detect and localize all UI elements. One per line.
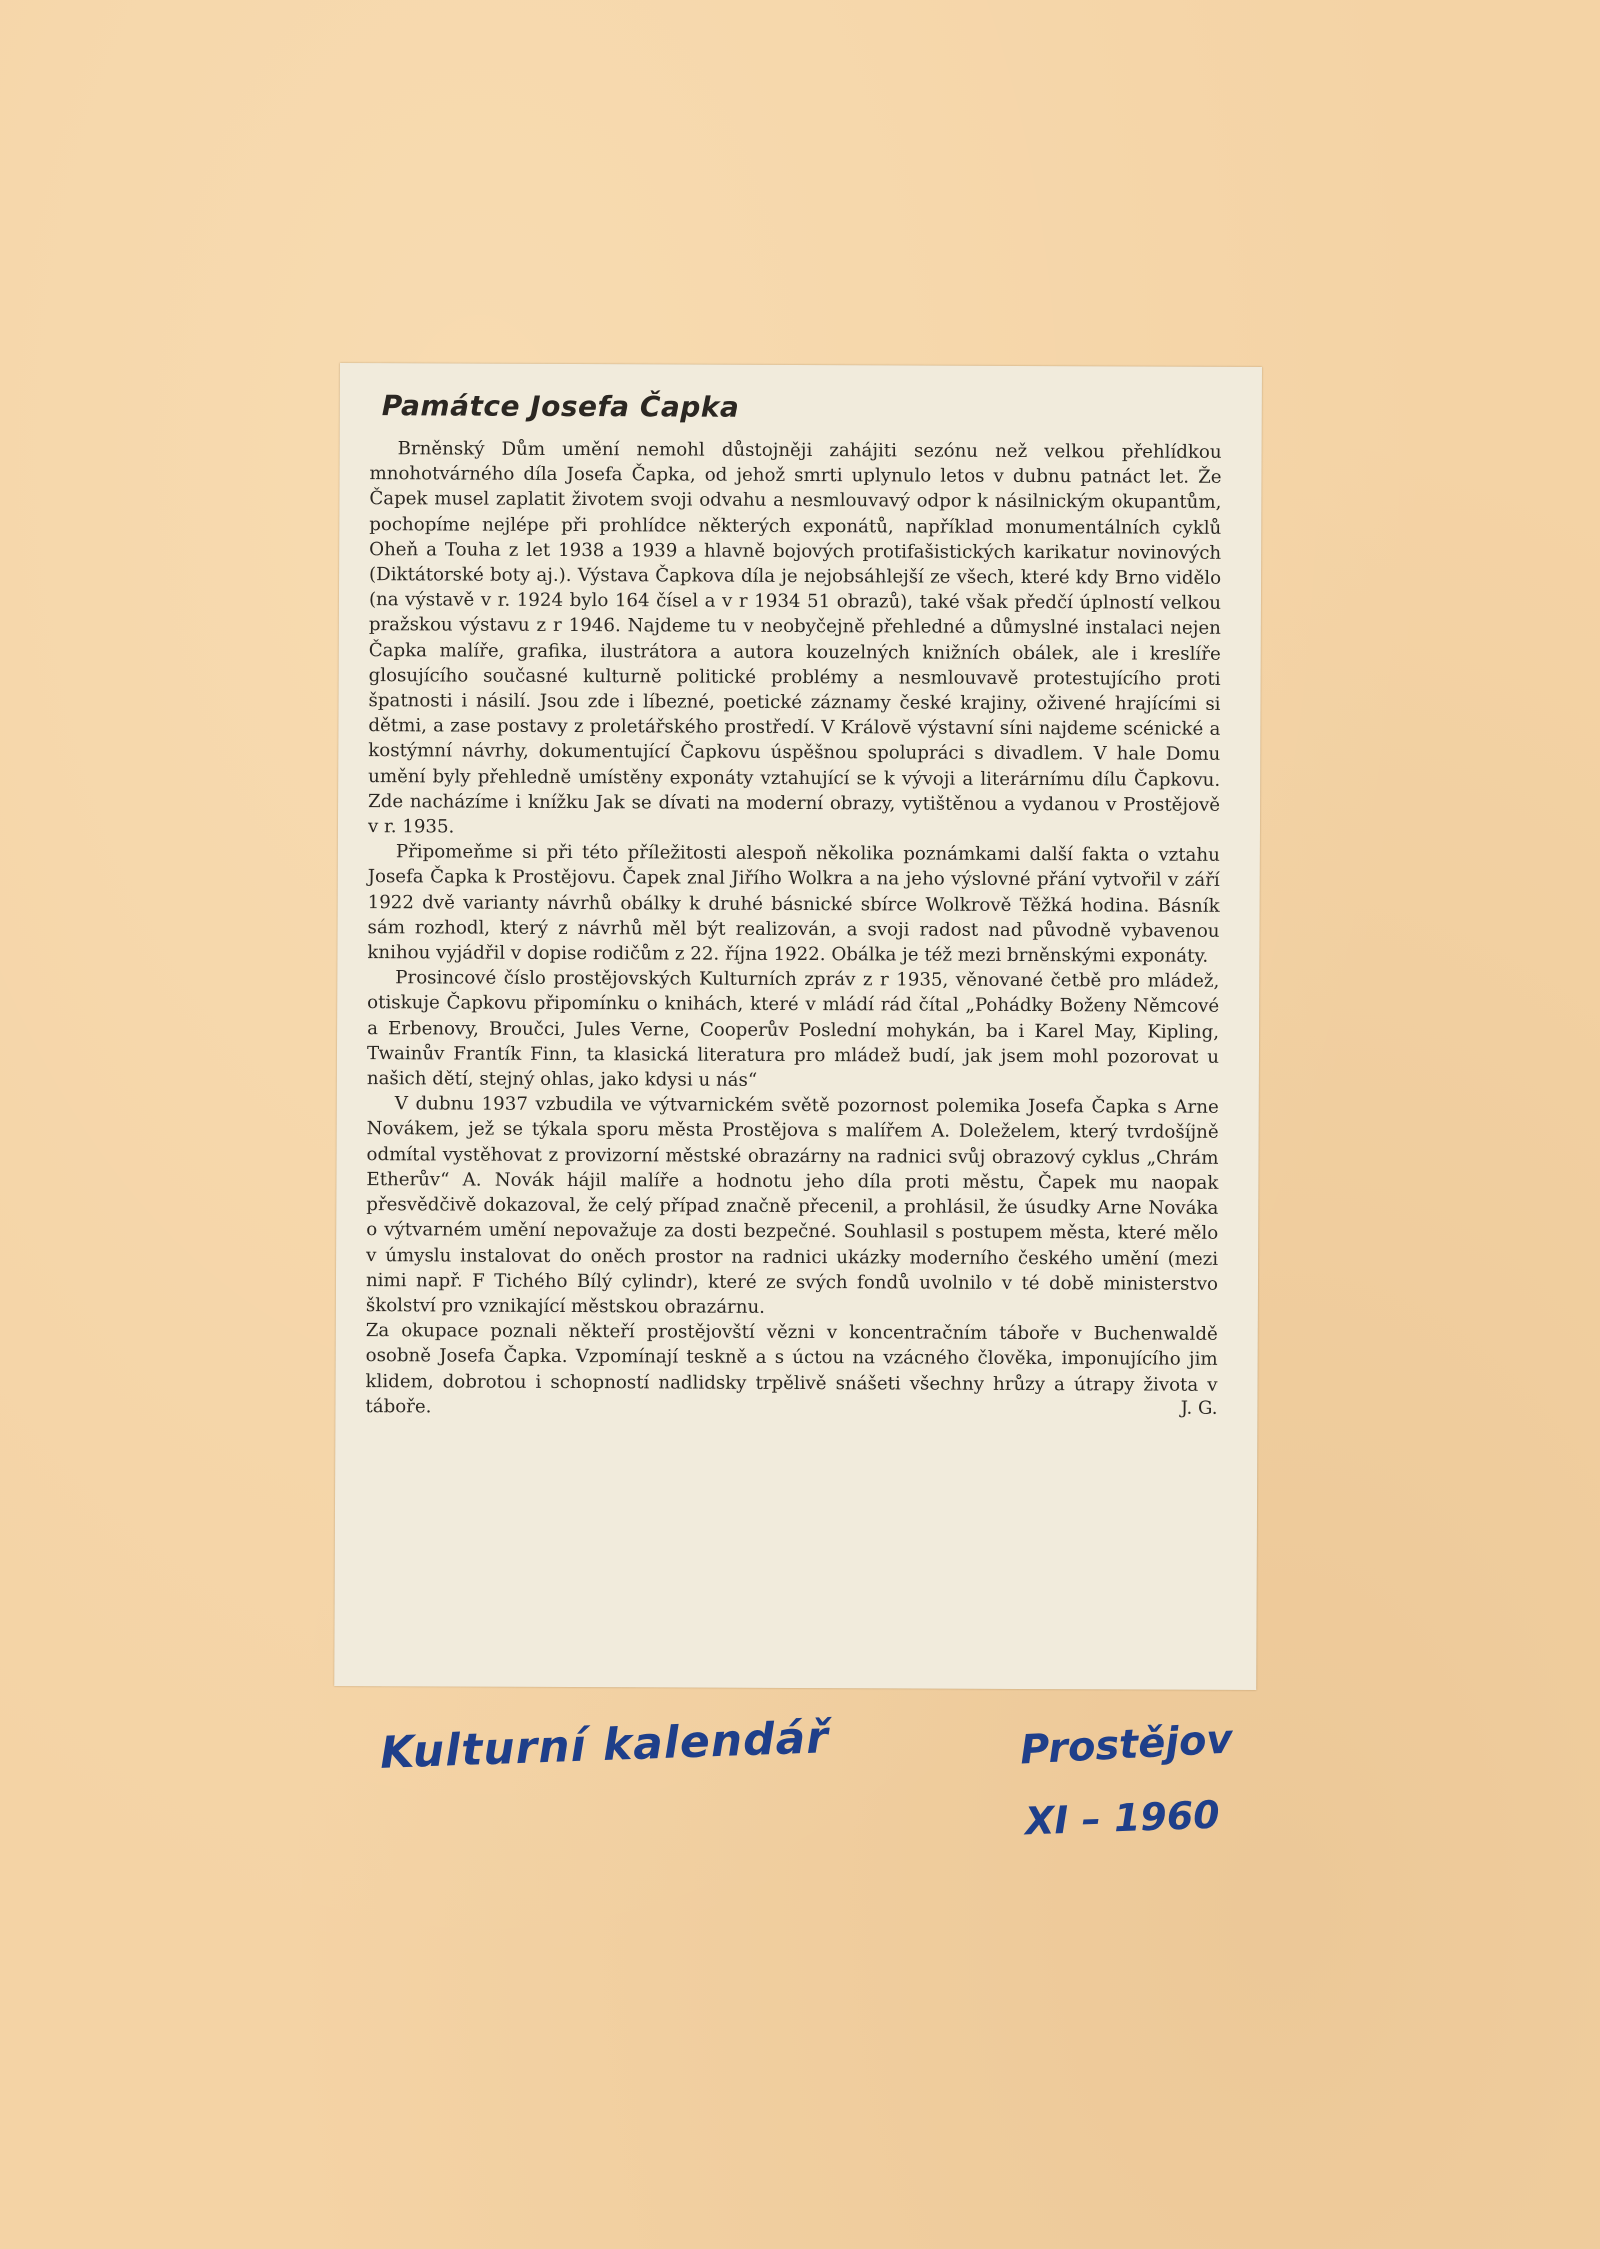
paragraph-5: Za okupace poznali někteří prostějovští vězni v koncentračním táboře v Buchenwaldě osobně Josefa Čapka. Vzpomínají teskně a s úctou na vzácného člověka, imponujícího jim klidem, dobrotou i schopností nadlidsky trpělivě snášeti všechny hrůzy a útrapy života v táboře. <box>365 1320 1218 1418</box>
newspaper-clipping <box>334 363 1262 1690</box>
article-title: Památce Josefa Čapka <box>381 389 740 424</box>
paragraph-2: Připomeňme si při této příležitosti alespoň několika poznámkami další fakta o vztahu Josefa Čapka k Prostějovu. Čapek znal Jiřího Wolkra a na jeho výslovné přání vytvořil v září 1922 dvě varianty návrhů obálky k druhé básnické sbírce Wolkrově Těžká hodina. Básník sám rozhodl, který z návrhů měl být realizován, a svoji radost nad původně vybavenou knihou vyjádřil v dopise rodičům z 22. října 1922. Obálka je též mezi brněnskými exponáty. <box>367 841 1220 967</box>
paragraph-3: Prosincové číslo prostějovských Kulturních zpráv z r 1935, věnované četbě pro mládež, otiskuje Čapkovu připomínku o knihách, které v mládí rád čítal „Pohádky Boženy Němcové a Erbenovy, Broučci, Jules Verne, Cooperův Poslední mohykán, ba i Karel May, Kipling, Twainův Frantík Finn, ta klasická literatura pro mládež budí, jak jsem mohl pozorovat u našich dětí, stejný ohlas, jako kdysi u nás“ <box>366 967 1220 1091</box>
author-signature: J. G. <box>1180 1397 1218 1419</box>
handwritten-city: Prostějov <box>1018 1716 1234 1774</box>
paragraph-1: Brněnský Dům umění nemohl důstojněji zahájiti sezónu než velkou přehlídkou mnohotvárného díla Josefa Čapka, od jehož smrti uplynulo letos v dubnu patnáct let. Že Čapek musel zaplatit životem svoji odvahu a nesmlouvavý odpor k násilnickým okupantům, pochopíme nejlépe při prohlídce některých exponátů, například monumentálních cyklů Oheň a Touha z let 1938 a 1939 a hlavně bojových protifašistických karikatur novinových (Diktátorské boty aj.). Výstava Čapkova díla je nejobsáhlejší ze všech, které kdy Brno vidělo (na výstavě v r. 1924 bylo 164 čísel a v r 1934 51 obrazů), také však předčí úplností velkou pražskou výstavu z r 1946. Najdeme tu v neobyčejně přehledné a důmyslné instalaci nejen Čapka malíře, grafika, ilustrátora a autora kouzelných knižních obálek, ale i kreslíře glosujícího současné kulturně politické problémy a nesmlouvavě protestujícího proti špatnosti i násilí. Jsou zde i líbezné, poetické záznamy české krajiny, oživené hrajícími si dětmi, a zase postavy z proletářského prostředí. V Královĕ výstavní síni najdeme scénické a kostýmní návrhy, dokumentující Čapkovu úspěšnou spolupráci s divadlem. V hale Domu umění byly přehledně umístěny exponáty vztahující se k vývoji a literárnímu dílu Čapkovu. Zde nacházíme i knížku Jak se dívati na moderní obrazy, vytištěnou a vydanou v Prostějově v r. 1935. <box>367 438 1222 838</box>
paragraph-4: V dubnu 1937 vzbudila ve výtvarnickém světě pozornost polemika Josefa Čapka s Arne Novákem, jež se týkala sporu města Prostějova s malířem A. Doleželem, který tvrdošíjně odmítal vystěhovat z provizorní městské obrazárny na radnici svůj obrazový cyklus „Chrám Etherův“ A. Novák hájil malíře a hodnotu jeho díla proti městu, Čapek mu naopak přesvědčivě dokazoval, že celý případ značně přecenil, a prohlásil, že úsudky Arne Nováka o výtvarném umění nepovažuje za dosti bezpečné. Souhlasil s postupem města, které mělo v úmyslu instalovat do oněch prostor na radnici ukázky moderního českého umění (mezi nimi např. F Tichého Bílý cylindr), které ze svých fondů uvolnilo v té době ministerstvo školství pro vznikající městskou obrazárnu. <box>365 1093 1219 1318</box>
article-body <box>365 436 1221 1419</box>
handwritten-source-title: Kulturní kalendář <box>379 1712 830 1779</box>
handwritten-date: XI – 1960 <box>1024 1792 1221 1844</box>
